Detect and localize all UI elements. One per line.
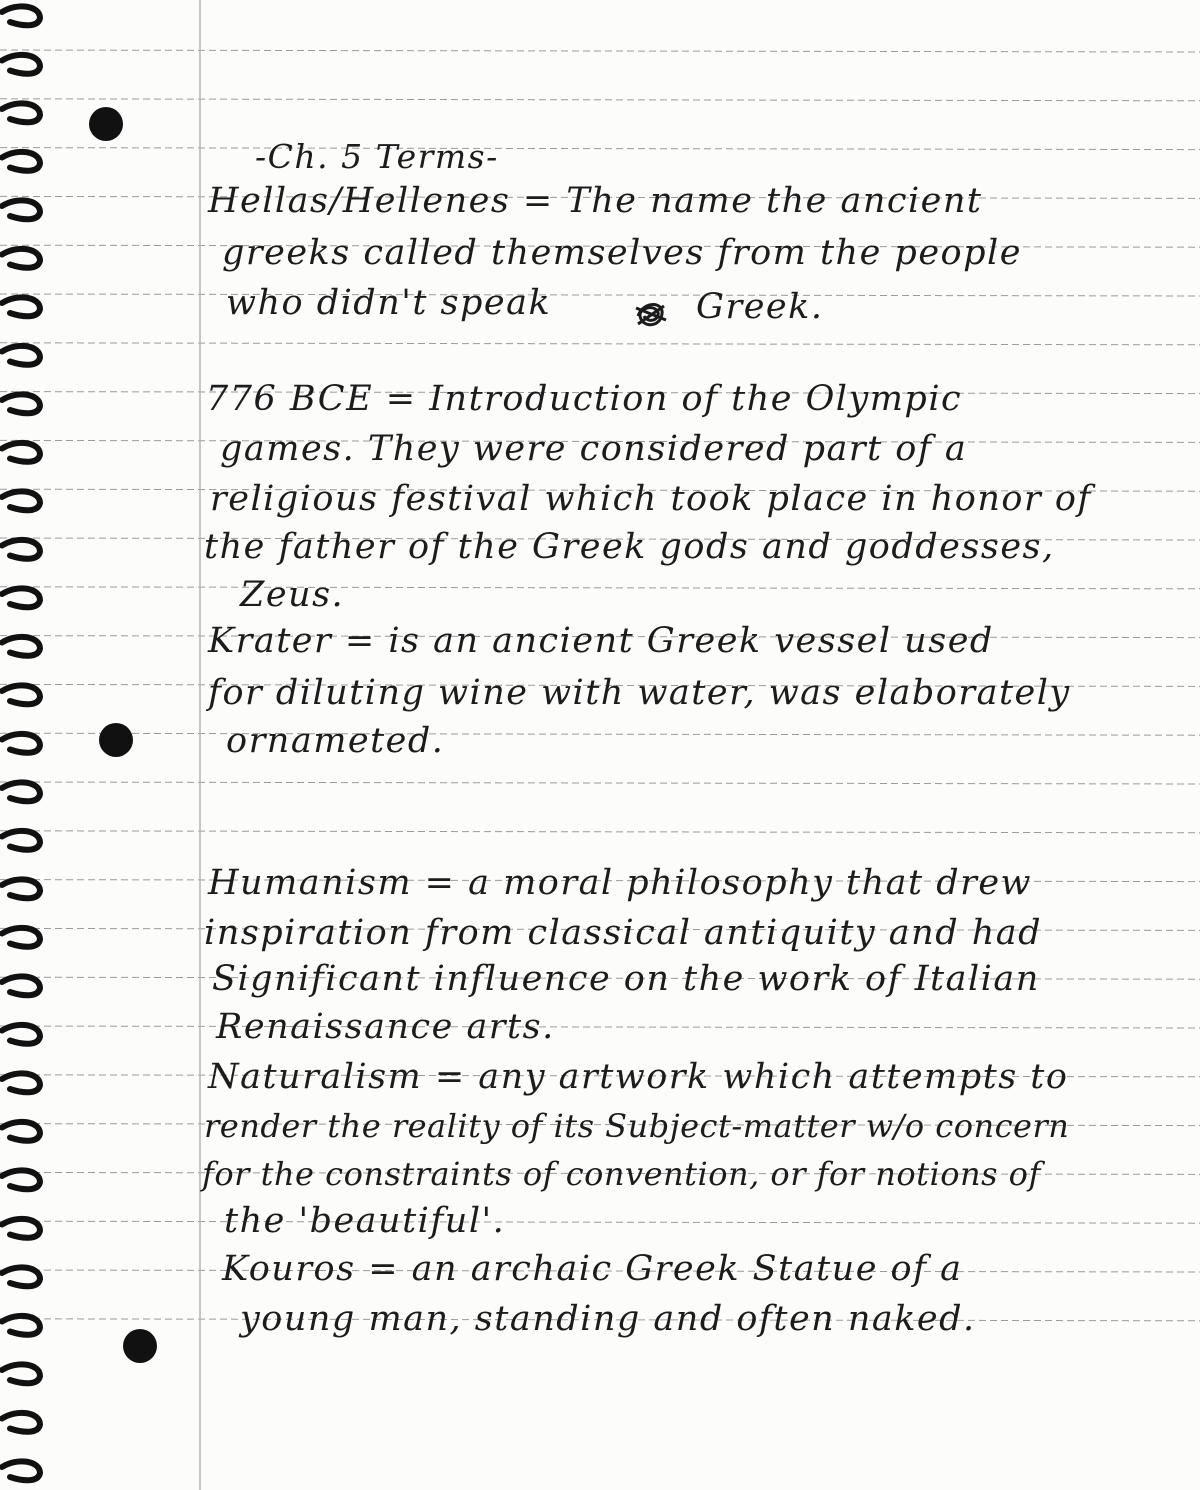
note-line: 776 BCE = Introduction of the Olympic bbox=[206, 379, 963, 419]
note-line: Zeus. bbox=[240, 575, 345, 615]
ruled-line bbox=[0, 1026, 1200, 1028]
note-line: Hellas/Hellenes = The name the ancient bbox=[208, 181, 983, 221]
note-line: Kouros = an archaic Greek Statue of a bbox=[222, 1249, 963, 1289]
ruled-line bbox=[0, 782, 1200, 784]
ruled-line bbox=[0, 831, 1200, 833]
punch-hole bbox=[89, 107, 123, 141]
ruled-line bbox=[0, 587, 1200, 589]
note-line: the 'beautiful'. bbox=[224, 1201, 506, 1241]
ruled-line bbox=[0, 343, 1200, 345]
note-line: Renaissance arts. bbox=[216, 1007, 555, 1047]
ruled-line bbox=[0, 733, 1200, 735]
note-line: render the reality of its Subject-matter w/o concern bbox=[204, 1107, 1070, 1145]
note-line: Significant influence on the work of Italian bbox=[212, 959, 1040, 999]
note-line: the father of the Greek gods and goddesses, bbox=[204, 527, 1055, 567]
ruled-line bbox=[0, 148, 1200, 150]
punch-hole bbox=[99, 723, 133, 757]
punch-holes bbox=[0, 0, 180, 1490]
note-line: young man, standing and often naked. bbox=[240, 1299, 976, 1339]
note-line: for diluting wine with water, was elaborately bbox=[208, 673, 1071, 713]
crossed-out-scribble bbox=[634, 298, 670, 332]
note-line: inspiration from classical antiquity and had bbox=[204, 913, 1043, 953]
note-line: for the constraints of convention, or for notions of bbox=[202, 1155, 1041, 1193]
note-line: Krater = is an ancient Greek vessel used bbox=[208, 621, 994, 661]
notes-title: -Ch. 5 Terms- bbox=[255, 137, 499, 176]
note-line: Greek. bbox=[696, 287, 824, 327]
ruled-line bbox=[0, 50, 1200, 52]
note-line: Humanism = a moral philosophy that drew bbox=[208, 863, 1033, 903]
note-line: religious festival which took place in honor of bbox=[210, 479, 1092, 519]
note-line: ornameted. bbox=[226, 721, 445, 761]
ruled-line bbox=[0, 1221, 1200, 1223]
note-line: who didn't speak bbox=[226, 283, 552, 323]
ruled-line bbox=[0, 294, 1200, 296]
note-line: greeks called themselves from the people bbox=[222, 233, 1022, 273]
note-line: games. They were considered part of a bbox=[220, 429, 968, 469]
ruled-line bbox=[0, 99, 1200, 101]
note-line: Naturalism = any artwork which attempts to bbox=[208, 1057, 1069, 1097]
punch-hole bbox=[123, 1329, 157, 1363]
